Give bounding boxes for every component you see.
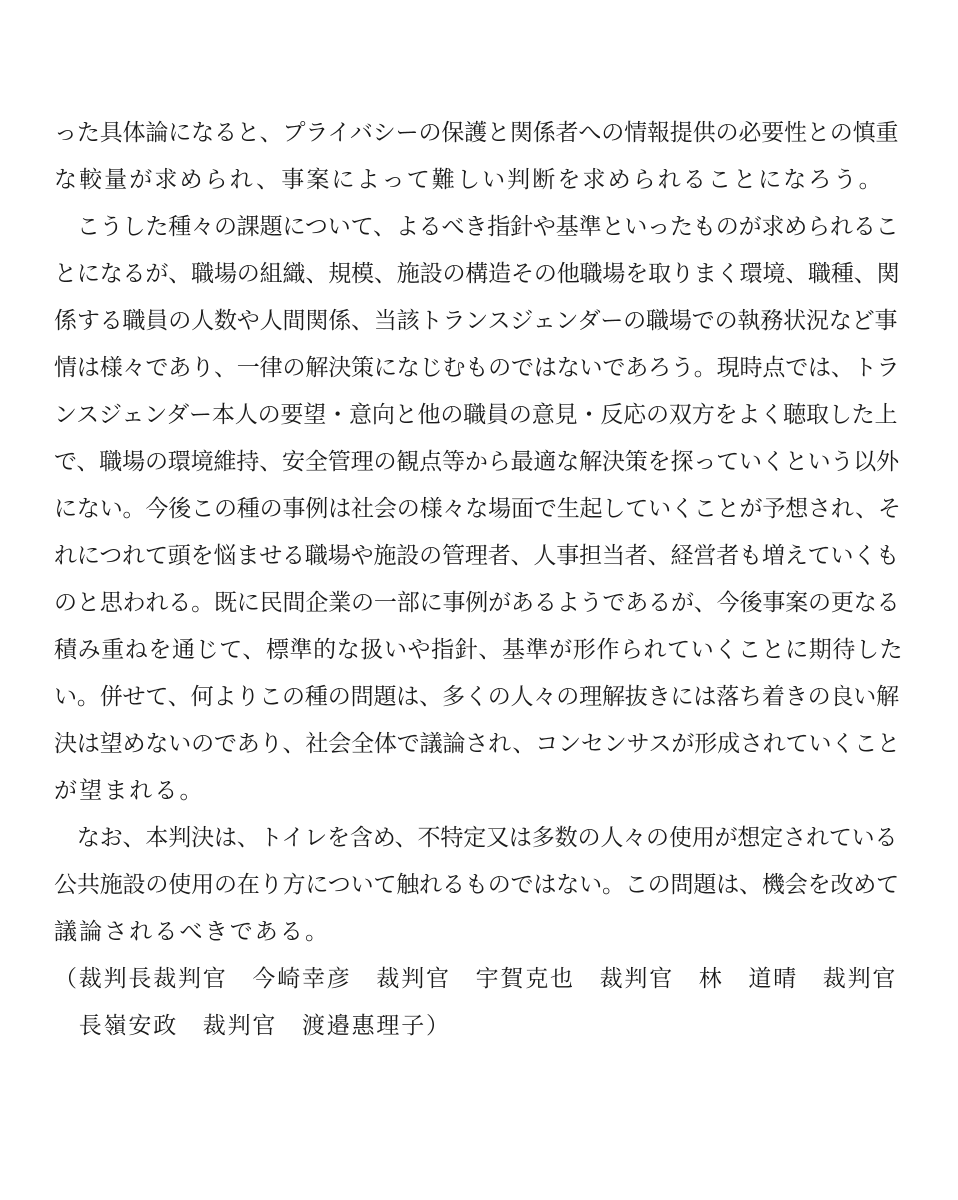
body-text-line: れにつれて頭を悩ませる職場や施設の管理者、人事担当者、経営者も増えていくも: [54, 543, 899, 569]
body-text-line: 情は様々であり、一律の解決策になじむものではないであろう。現時点では、トラ: [54, 355, 900, 381]
body-text-line: 積み重ねを通じて、標準的な扱いや指針、基準が形作られていくことに期待した: [54, 637, 904, 663]
body-text-line: のと思われる。既に民間企業の一部に事例があるようであるが、今後事案の更なる: [54, 590, 900, 616]
body-text-line: い。併せて、何よりこの種の問題は、多くの人々の理解抜きには落ち着きの良い解: [54, 684, 899, 710]
body-text-line: 議論されるべきである。: [54, 919, 331, 945]
body-text-line: が望まれる。: [54, 778, 205, 804]
body-text-line: 決は望めないのであり、社会全体で議論され、コンセンサスが形成されていくこと: [54, 731, 900, 757]
body-text-line: な較量が求められ、事案によって難しい判断を求められることになろう。: [54, 167, 884, 193]
body-text-line: 公共施設の使用の在り方について触れるものではない。この問題は、機会を改めて: [54, 872, 899, 898]
body-text-line: こうした種々の課題について、よるべき指針や基準といったものが求められるこ: [54, 214, 899, 240]
body-text-line: にない。今後この種の事例は社会の様々な場面で生起していくことが予想され、そ: [54, 496, 901, 522]
body-text-line: で、職場の環境維持、安全管理の観点等から最適な解決策を探っていくという以外: [54, 449, 899, 475]
body-text-line: 係する職員の人数や人間関係、当該トランスジェンダーの職場での執務状況など事: [54, 308, 898, 334]
judges-signature-line: （裁判長裁判官 今崎幸彦 裁判官 宇賀克也 裁判官 林 道晴 裁判官: [54, 966, 898, 992]
body-text-line: った具体論になると、プライバシーの保護と関係者への情報提供の必要性との慎重: [54, 120, 899, 146]
body-text-line: ンスジェンダー本人の要望・意向と他の職員の意見・反応の双方をよく聴取した上: [54, 402, 898, 428]
body-text-line: なお、本判決は、トイレを含め、不特定又は多数の人々の使用が想定されている: [54, 825, 898, 851]
body-text-line: とになるが、職場の組織、規模、施設の構造その他職場を取りまく環境、職種、関: [54, 261, 900, 287]
judges-signature-line: 長嶺安政 裁判官 渡邉惠理子）: [54, 1013, 451, 1039]
